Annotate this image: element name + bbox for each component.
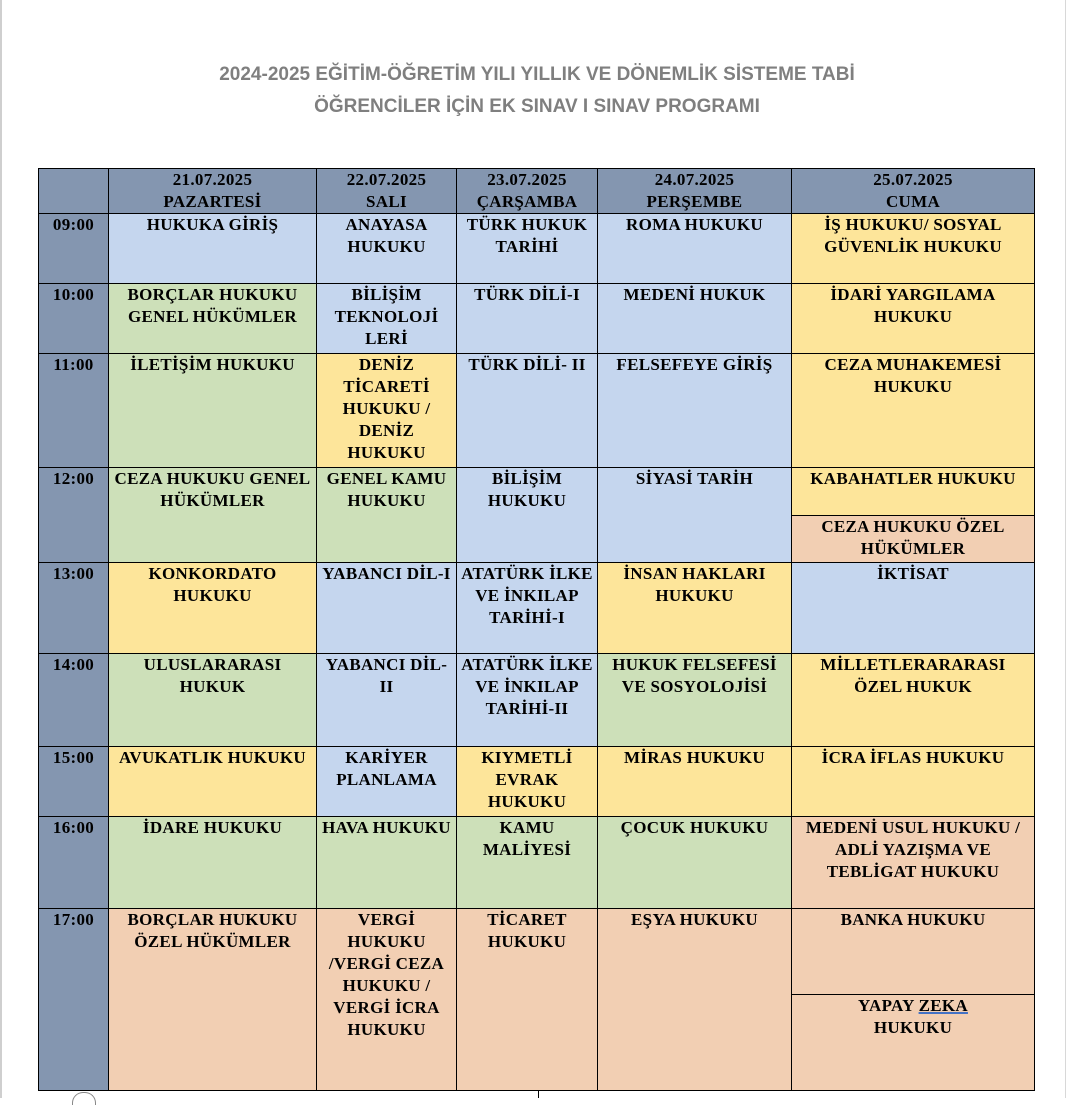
page-edge xyxy=(1065,0,1066,1098)
exam-cell: SİYASİ TARİH xyxy=(598,468,792,563)
exam-cell: CEZA HUKUKU GENEL HÜKÜMLER xyxy=(109,468,317,563)
exam-cell: İNSAN HAKLARI HUKUKU xyxy=(598,563,792,654)
exam-cell: ATATÜRK İLKE VE İNKILAP TARİHİ-I xyxy=(457,563,598,654)
time-cell: 12:00 xyxy=(39,468,109,563)
exam-cell: ÇOCUK HUKUKU xyxy=(598,816,792,908)
time-row-1400 xyxy=(39,654,1035,746)
exam-schedule-table xyxy=(38,168,1035,1091)
time-cell: 11:00 xyxy=(39,354,109,468)
exam-cell: TÜRK DİLİ- II xyxy=(457,354,598,468)
exam-cell: ATATÜRK İLKE VE İNKILAP TARİHİ-II xyxy=(457,654,598,746)
time-cell: 17:00 xyxy=(39,908,109,1090)
exam-cell: YABANCI DİL-I xyxy=(317,563,457,654)
exam-cell xyxy=(792,994,1035,1090)
time-row-1200 xyxy=(39,468,1035,516)
exam-cell: MİRAS HUKUKU xyxy=(598,746,792,816)
exam-cell: İLETİŞİM HUKUKU xyxy=(109,354,317,468)
exam-cell: ROMA HUKUKU xyxy=(598,214,792,284)
day-header-fri: 25.07.2025 CUMA xyxy=(792,169,1035,214)
exam-cell: EŞYA HUKUKU xyxy=(598,908,792,1090)
exam-cell: FELSEFEYE GİRİŞ xyxy=(598,354,792,468)
exam-text-underlined: ZEKA xyxy=(918,995,968,1015)
exam-cell: İDARE HUKUKU xyxy=(109,816,317,908)
exam-cell: KARİYER PLANLAMA xyxy=(317,746,457,816)
document-subtitle: ÖĞRENCİLER İÇİN EK SINAV I SINAV PROGRAMI xyxy=(314,96,760,117)
exam-cell: BİLİŞİM TEKNOLOJİ LERİ xyxy=(317,284,457,354)
divider xyxy=(538,1091,539,1098)
day-header-tue: 22.07.2025 SALI xyxy=(317,169,457,214)
time-row-1000 xyxy=(39,284,1035,354)
exam-cell: KAMU MALİYESİ xyxy=(457,816,598,908)
day-header-mon: 21.07.2025 PAZARTESİ xyxy=(109,169,317,214)
exam-cell: ANAYASA HUKUKU xyxy=(317,214,457,284)
exam-cell: BORÇLAR HUKUKU ÖZEL HÜKÜMLER xyxy=(109,908,317,1090)
exam-cell: TİCARET HUKUKU xyxy=(457,908,598,1090)
exam-cell: YABANCI DİL-II xyxy=(317,654,457,746)
partial-icon xyxy=(72,1092,96,1105)
time-cell: 09:00 xyxy=(39,214,109,284)
exam-cell: İŞ HUKUKU/ SOSYAL GÜVENLİK HUKUKU xyxy=(792,214,1035,284)
time-cell: 15:00 xyxy=(39,746,109,816)
exam-cell: MEDENİ HUKUK xyxy=(598,284,792,354)
header-row xyxy=(39,169,1035,214)
exam-cell: VERGİ HUKUKU /VERGİ CEZA HUKUKU / VERGİ İCRA HUKUKU xyxy=(317,908,457,1090)
exam-cell: KONKORDATO HUKUKU xyxy=(109,563,317,654)
day-header-wed: 23.07.2025 ÇARŞAMBA xyxy=(457,169,598,214)
exam-cell: KIYMETLİ EVRAK HUKUKU xyxy=(457,746,598,816)
time-row-1500 xyxy=(39,746,1035,816)
exam-cell: CEZA MUHAKEMESİ HUKUKU xyxy=(792,354,1035,468)
time-row-1600 xyxy=(39,816,1035,908)
exam-text: HUKUKU xyxy=(873,1017,953,1037)
exam-cell: AVUKATLIK HUKUKU xyxy=(109,746,317,816)
exam-cell: TÜRK HUKUK TARİHİ xyxy=(457,214,598,284)
exam-cell: İKTİSAT xyxy=(792,563,1035,654)
exam-cell: MEDENİ USUL HUKUKU / ADLİ YAZIŞMA VE TEBLİGAT HUKUKU xyxy=(792,816,1035,908)
exam-cell: BİLİŞİM HUKUKU xyxy=(457,468,598,563)
time-cell: 16:00 xyxy=(39,816,109,908)
exam-cell: MİLLETLERARARASI ÖZEL HUKUK xyxy=(792,654,1035,746)
exam-cell: HUKUKA GİRİŞ xyxy=(109,214,317,284)
exam-cell: CEZA HUKUKU ÖZEL HÜKÜMLER xyxy=(792,516,1035,563)
time-cell: 14:00 xyxy=(39,654,109,746)
exam-cell: BANKA HUKUKU xyxy=(792,908,1035,994)
day-header-thu: 24.07.2025 PERŞEMBE xyxy=(598,169,792,214)
time-row-1300 xyxy=(39,563,1035,654)
time-row-0900 xyxy=(39,214,1035,284)
exam-cell: DENİZ TİCARETİ HUKUKU / DENİZ HUKUKU xyxy=(317,354,457,468)
time-cell: 13:00 xyxy=(39,563,109,654)
time-row-1100 xyxy=(39,354,1035,468)
exam-cell: İDARİ YARGILAMA HUKUKU xyxy=(792,284,1035,354)
corner-cell xyxy=(39,169,109,214)
exam-text: YAPAY xyxy=(858,995,915,1015)
time-row-1700 xyxy=(39,908,1035,994)
exam-cell: HAVA HUKUKU xyxy=(317,816,457,908)
exam-cell: GENEL KAMU HUKUKU xyxy=(317,468,457,563)
page-edge xyxy=(0,0,2,1098)
exam-cell: BORÇLAR HUKUKU GENEL HÜKÜMLER xyxy=(109,284,317,354)
exam-cell: İCRA İFLAS HUKUKU xyxy=(792,746,1035,816)
exam-cell: HUKUK FELSEFESİ VE SOSYOLOJİSİ xyxy=(598,654,792,746)
exam-cell: ULUSLARARASI HUKUK xyxy=(109,654,317,746)
exam-cell: TÜRK DİLİ-I xyxy=(457,284,598,354)
document-title: 2024-2025 EĞİTİM-ÖĞRETİM YILI YILLIK VE DÖNEMLİK SİSTEME TABİ xyxy=(219,64,855,85)
exam-cell: KABAHATLER HUKUKU xyxy=(792,468,1035,516)
time-cell: 10:00 xyxy=(39,284,109,354)
